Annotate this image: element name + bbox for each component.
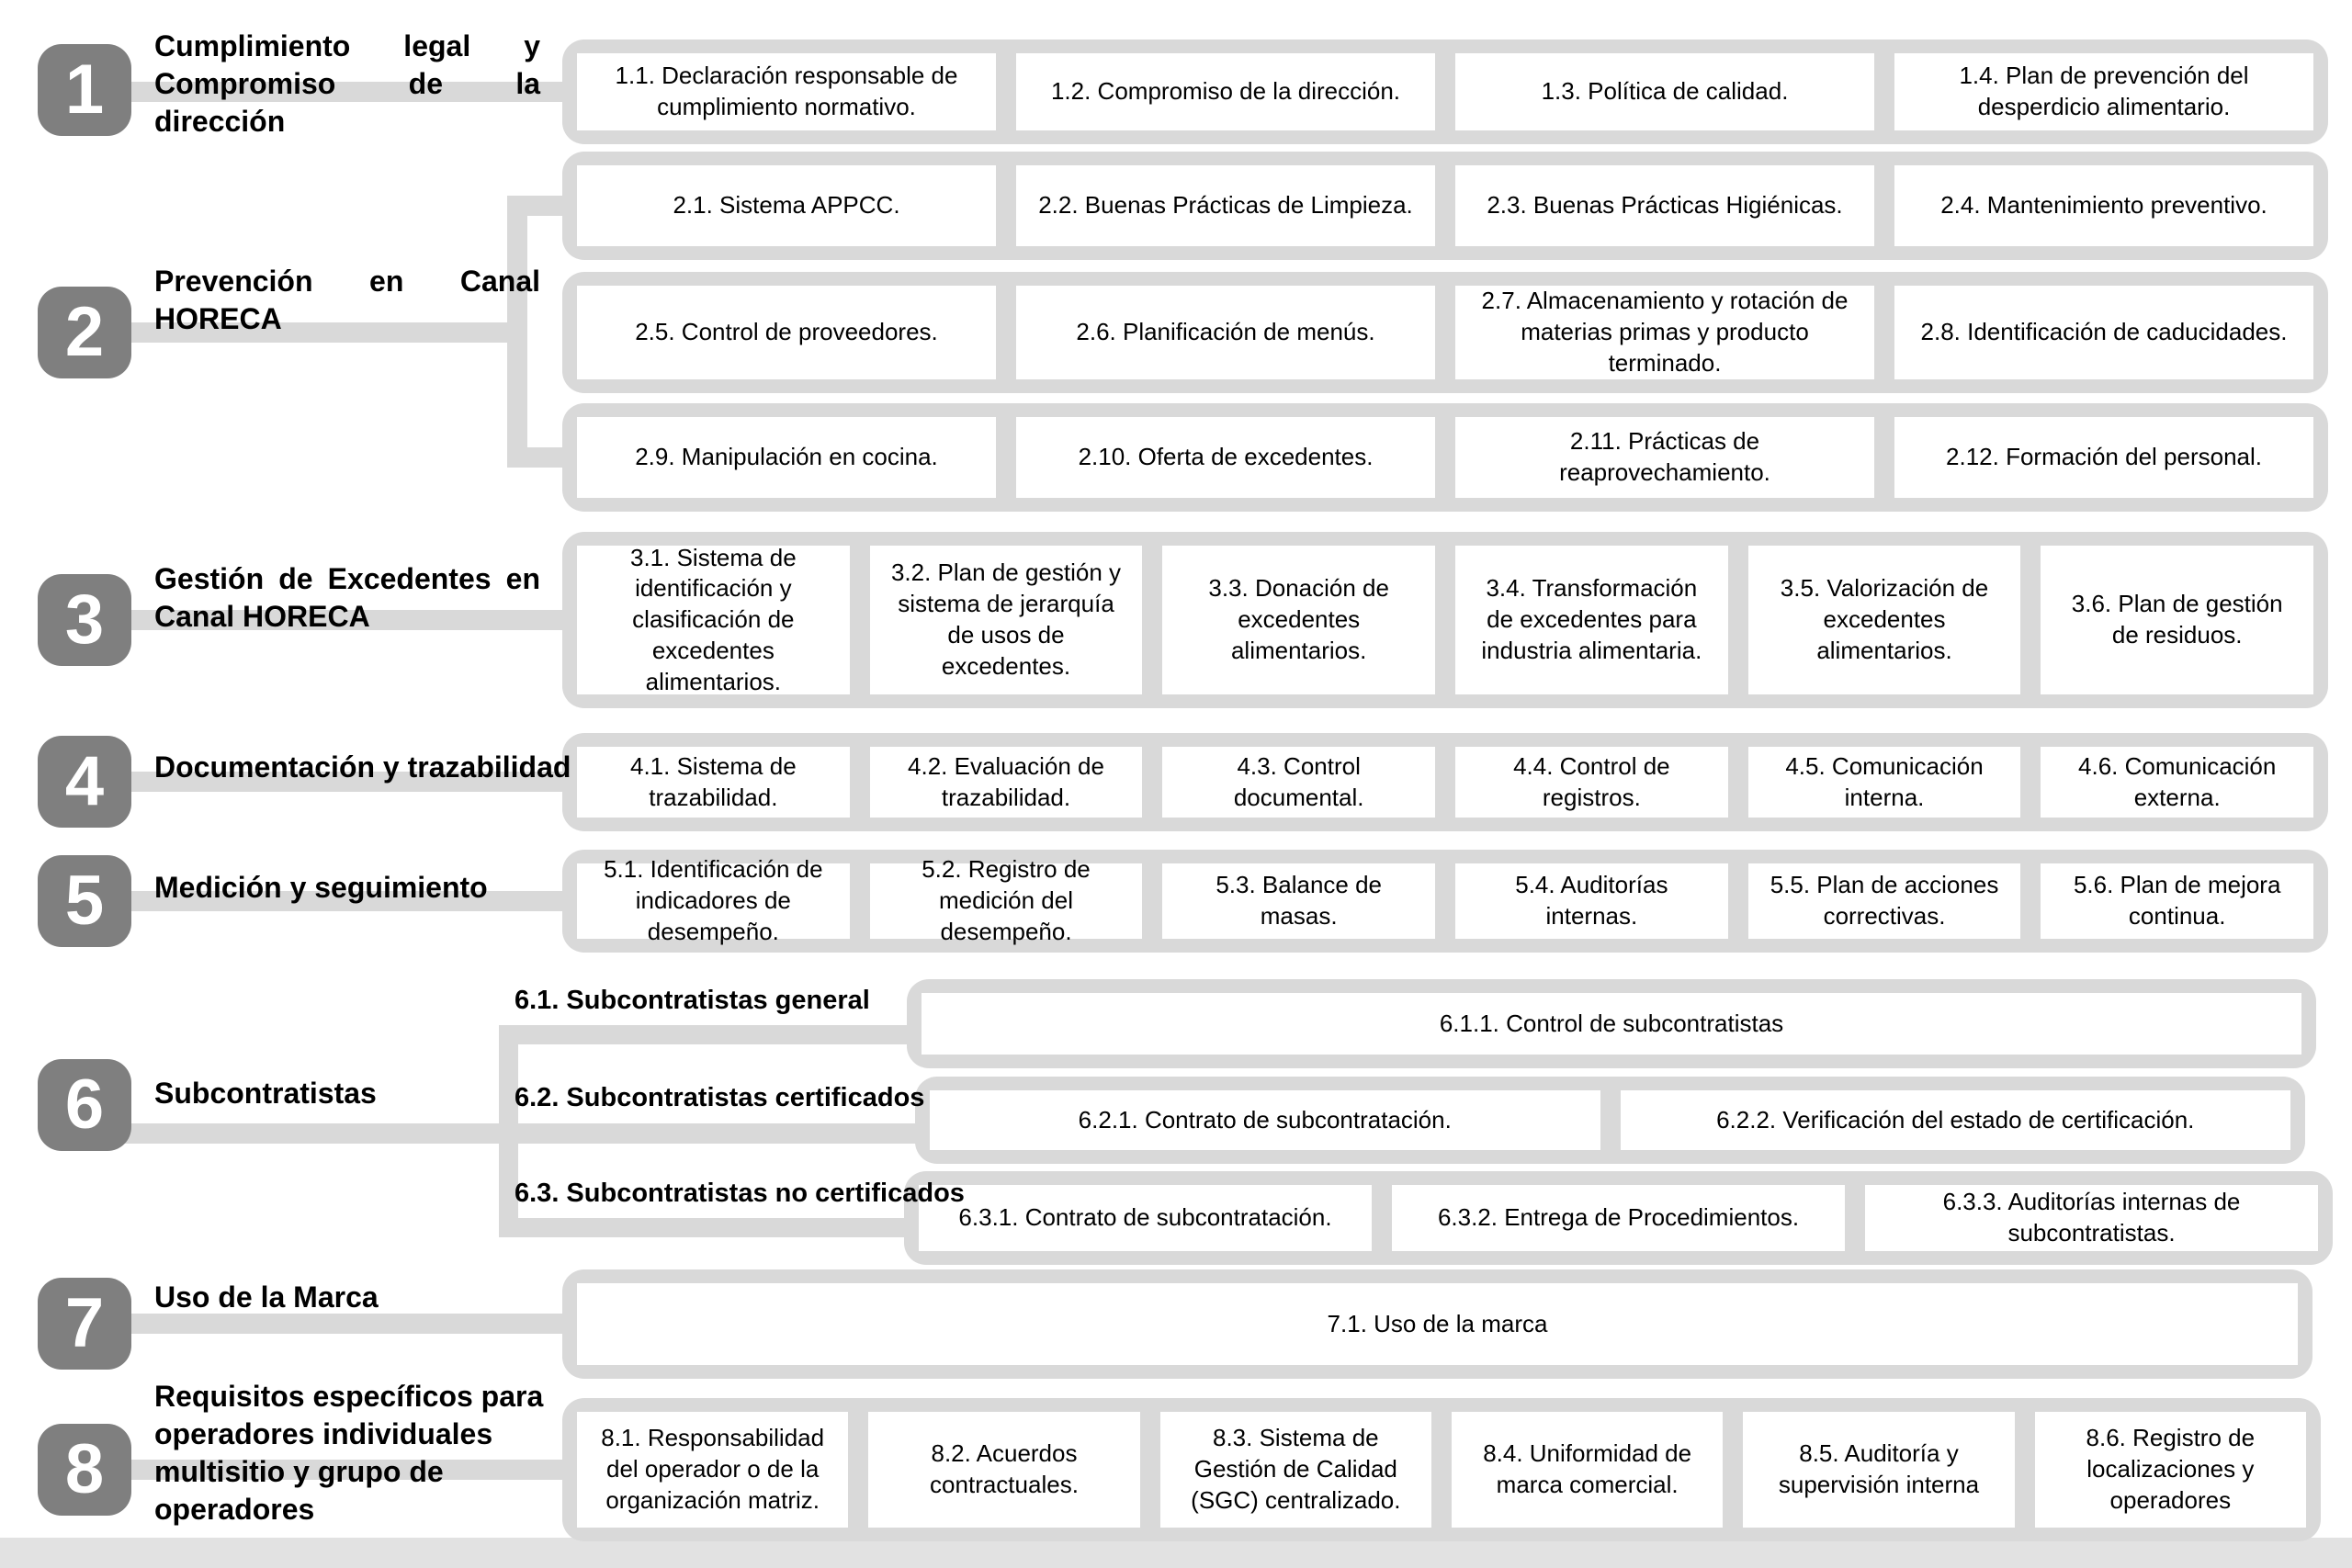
requirement-box: 3.4. Transformación de excedentes para industria alimentaria. — [1455, 546, 1728, 694]
section-7-title: Uso de la Marca — [154, 1280, 379, 1314]
requirement-box: 5.4. Auditorías internas. — [1455, 863, 1728, 939]
requirement-box: 2.8. Identificación de caducidades. — [1894, 286, 2313, 379]
section-2-title: Prevención en Canal HORECA — [154, 265, 540, 335]
bottom-strip — [0, 1538, 2352, 1568]
section-1-tray-1 — [562, 39, 2328, 144]
requirement-box: 2.5. Control de proveedores. — [577, 286, 996, 379]
requirement-box: 6.2.2. Verificación del estado de certificación. — [1621, 1090, 2291, 1150]
requirement-box: 4.1. Sistema de trazabilidad. — [577, 747, 850, 818]
requirement-box: 1.4. Plan de prevención del desperdicio alimentario. — [1894, 53, 2313, 130]
requirement-box: 2.9. Manipulación en cocina. — [577, 417, 996, 498]
requirement-box: 1.1. Declaración responsable de cumplimiento normativo. — [577, 53, 996, 130]
connector-line — [499, 1123, 923, 1144]
requirement-box: 2.11. Prácticas de reaprovechamiento. — [1455, 417, 1874, 498]
subgroup-6-1-label: 6.1. Subcontratistas general — [514, 986, 870, 1015]
requirement-box: 4.4. Control de registros. — [1455, 747, 1728, 818]
requirement-box: 4.3. Control documental. — [1162, 747, 1435, 818]
connector-line — [499, 1218, 912, 1237]
section-3-title: Gestión de Excedentes en Canal HORECA — [154, 562, 540, 633]
section-8-number-badge: 8 — [38, 1424, 131, 1516]
requirement-box: 4.2. Evaluación de trazabilidad. — [870, 747, 1143, 818]
requirement-box: 2.2. Buenas Prácticas de Limpieza. — [1016, 165, 1435, 246]
section-5-title: Medición y seguimiento — [154, 871, 488, 904]
requirement-box: 4.5. Comunicación interna. — [1748, 747, 2021, 818]
section-2-tray-2 — [562, 272, 2328, 393]
section-4-tray-1 — [562, 733, 2328, 831]
section-6-number-badge: 6 — [38, 1059, 131, 1151]
requirement-box: 8.3. Sistema de Gestión de Calidad (SGC) centralizado. — [1160, 1412, 1431, 1528]
requirement-box: 2.12. Formación del personal. — [1894, 417, 2313, 498]
requirement-box: 4.6. Comunicación externa. — [2041, 747, 2313, 818]
requirement-box: 5.1. Identificación de indicadores de desempeño. — [577, 863, 850, 939]
requirement-box: 2.10. Oferta de excedentes. — [1016, 417, 1435, 498]
requirement-box: 6.3.2. Entrega de Procedimientos. — [1392, 1185, 1845, 1251]
section-4-number-badge: 4 — [38, 736, 131, 828]
section-1-title: Cumplimiento legal y Compromiso de la dirección — [154, 29, 540, 138]
section-6-tray-2 — [915, 1077, 2305, 1164]
requirement-box: 3.2. Plan de gestión y sistema de jerarquía de usos de excedentes. — [870, 546, 1143, 694]
requirement-box: 8.5. Auditoría y supervisión interna — [1743, 1412, 2014, 1528]
section-6-tray-1 — [907, 979, 2316, 1068]
requirement-box: 6.3.1. Contrato de subcontratación. — [919, 1185, 1372, 1251]
section-2-number-badge: 2 — [38, 287, 131, 378]
requirement-box: 2.4. Mantenimiento preventivo. — [1894, 165, 2313, 246]
requirement-box: 5.6. Plan de mejora continua. — [2041, 863, 2313, 939]
section-2-tray-1 — [562, 152, 2328, 260]
requirement-box: 2.6. Planificación de menús. — [1016, 286, 1435, 379]
section-3-number-badge: 3 — [38, 574, 131, 666]
section-8-title: Requisitos específicos para operadores individuales multisitio y grupo de operadores — [154, 1380, 544, 1526]
section-4-title: Documentación y trazabilidad — [154, 750, 571, 784]
requirement-box: 6.3.3. Auditorías internas de subcontratistas. — [1865, 1185, 2318, 1251]
requirement-box: 2.1. Sistema APPCC. — [577, 165, 996, 246]
requirement-box: 3.1. Sistema de identificación y clasificación de excedentes alimentarios. — [577, 546, 850, 694]
requirement-box: 3.5. Valorización de excedentes alimentarios. — [1748, 546, 2021, 694]
section-6-tray-3 — [904, 1171, 2333, 1265]
requirement-box: 2.7. Almacenamiento y rotación de materias primas y producto terminado. — [1455, 286, 1874, 379]
requirement-box: 5.2. Registro de medición del desempeño. — [870, 863, 1143, 939]
requirement-box: 5.3. Balance de masas. — [1162, 863, 1435, 939]
requirement-box: 8.2. Acuerdos contractuales. — [868, 1412, 1139, 1528]
section-7-number-badge: 7 — [38, 1278, 131, 1370]
requirement-box: 3.3. Donación de excedentes alimentarios. — [1162, 546, 1435, 694]
connector-line — [119, 1314, 579, 1334]
requirement-box: 7.1. Uso de la marca — [577, 1283, 2298, 1365]
subgroup-6-3-label: 6.3. Subcontratistas no certificados — [514, 1179, 965, 1208]
connector-line — [499, 1025, 922, 1044]
requirement-box: 8.6. Registro de localizaciones y operadores — [2035, 1412, 2306, 1528]
section-5-tray-1 — [562, 850, 2328, 953]
requirement-box: 5.5. Plan de acciones correctivas. — [1748, 863, 2021, 939]
requirement-box: 8.4. Uniformidad de marca comercial. — [1452, 1412, 1723, 1528]
section-7-tray-1 — [562, 1269, 2312, 1379]
section-6-title: Subcontratistas — [154, 1077, 377, 1110]
section-8-tray-1 — [562, 1398, 2321, 1541]
section-5-number-badge: 5 — [38, 855, 131, 947]
requirement-box: 8.1. Responsabilidad del operador o de la organización matriz. — [577, 1412, 848, 1528]
requirement-box: 1.3. Política de calidad. — [1455, 53, 1874, 130]
section-3-tray-1 — [562, 532, 2328, 708]
requirement-box: 2.3. Buenas Prácticas Higiénicas. — [1455, 165, 1874, 246]
section-1-number-badge: 1 — [38, 44, 131, 136]
requirement-box: 1.2. Compromiso de la dirección. — [1016, 53, 1435, 130]
subgroup-6-2-label: 6.2. Subcontratistas certificados — [514, 1083, 925, 1112]
section-2-tray-3 — [562, 403, 2328, 512]
connector-line — [119, 1123, 505, 1144]
requirement-box: 6.1.1. Control de subcontratistas — [922, 993, 2301, 1055]
requirement-box: 3.6. Plan de gestión de residuos. — [2041, 546, 2313, 694]
requirement-box: 6.2.1. Contrato de subcontratación. — [930, 1090, 1600, 1150]
